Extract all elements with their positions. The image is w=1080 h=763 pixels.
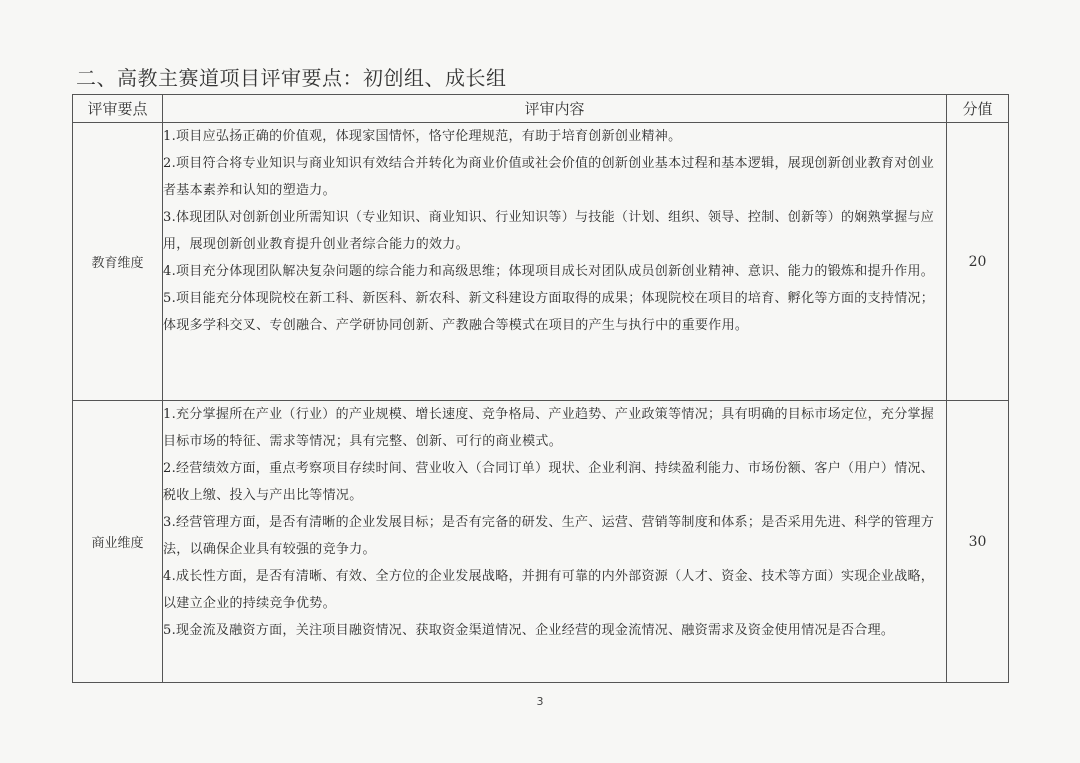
- criterion-item: 3.经营管理方面，是否有清晰的企业发展目标；是否有完备的研发、生产、运营、营销等制度和体系；是否采用先进、科学的管理方法，以确保企业具有较强的竞争力。: [163, 515, 935, 557]
- criterion-item: 1.充分掌握所在产业（行业）的产业规模、增长速度、竞争格局、产业趋势、产业政策等情况；具有明确的目标市场定位，充分掌握目标市场的特征、需求等情况；具有完整、创新、可行的商业模式。: [163, 407, 935, 449]
- header-criteria: 评审要点: [73, 95, 163, 123]
- criterion-item: 4.成长性方面，是否有清晰、有效、全方位的企业发展战略，并拥有可靠的内外部资源（人才、资金、技术等方面）实现企业战略，以建立企业的持续竞争优势。: [163, 569, 935, 611]
- criterion-item: 5.项目能充分体现院校在新工科、新医科、新农科、新文科建设方面取得的成果；体现院校在项目的培育、孵化等方面的支持情况；体现多学科交叉、专创融合、产学研协同创新、产教融合等模式在项目的产生与执行中的重要作用。: [163, 291, 935, 333]
- header-score: 分值: [947, 95, 1009, 123]
- table-row-education: [73, 123, 1009, 401]
- dimension-label: 教育维度: [73, 123, 163, 401]
- table-header-row: [73, 95, 1009, 123]
- table-row-business: [73, 401, 1009, 683]
- section-title: 二、高教主赛道项目评审要点：初创组、成长组: [76, 66, 507, 90]
- criterion-item: 2.项目符合将专业知识与商业知识有效结合并转化为商业价值或社会价值的创新创业基本过程和基本逻辑，展现创新创业教育对创业者基本素养和认知的塑造力。: [163, 156, 935, 198]
- score-value: 30: [947, 401, 1009, 683]
- review-criteria-table: [72, 94, 1009, 683]
- review-content-cell: [163, 123, 947, 401]
- criterion-item: 2.经营绩效方面，重点考察项目存续时间、营业收入（合同订单）现状、企业利润、持续盈利能力、市场份额、客户（用户）情况、税收上缴、投入与产出比等情况。: [163, 461, 935, 503]
- criterion-item: 5.现金流及融资方面，关注项目融资情况、获取资金渠道情况、企业经营的现金流情况、融资需求及资金使用情况是否合理。: [163, 623, 895, 638]
- page-number: 3: [536, 695, 544, 708]
- header-content: 评审内容: [163, 95, 947, 123]
- score-value: 20: [947, 123, 1009, 401]
- criterion-item: 4.项目充分体现团队解决复杂问题的综合能力和高级思维；体现项目成长对团队成员创新创业精神、意识、能力的锻炼和提升作用。: [163, 264, 935, 279]
- criterion-item: 3.体现团队对创新创业所需知识（专业知识、商业知识、行业知识等）与技能（计划、组织、领导、控制、创新等）的娴熟掌握与应用，展现创新创业教育提升创业者综合能力的效力。: [163, 210, 935, 252]
- criterion-item: 1.项目应弘扬正确的价值观，体现家国情怀，恪守伦理规范，有助于培育创新创业精神。: [163, 129, 682, 144]
- review-content-cell: [163, 401, 947, 683]
- dimension-label: 商业维度: [73, 401, 163, 683]
